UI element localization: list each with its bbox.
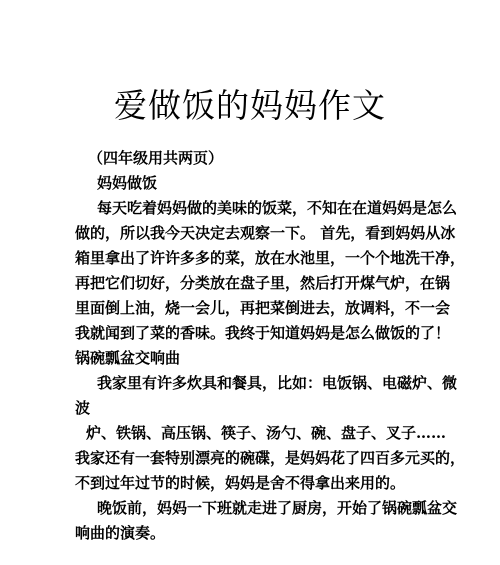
paragraph-line-13: 晚饭前，妈妈一下班就走进了厨房，开始了锅碗瓢盆交 xyxy=(97,499,458,517)
paragraph-line-6: 我就闻到了菜的香味。我终于知道妈妈是怎么做饭的了！ xyxy=(75,324,451,342)
document-title: 爱做饭的妈妈作文 xyxy=(114,86,386,125)
paragraph-line-5: 里面倒上油，烧一会儿，再把菜倒进去，放调料，不一会 xyxy=(75,299,451,317)
paragraph-line-12: 不到过年过节的时候，妈妈是舍不得拿出来用的。 xyxy=(75,474,406,492)
paragraph-line-3: 箱里拿出了许许多多的菜，放在水池里，一个个地洗干净， xyxy=(75,249,466,267)
paragraph-line-9: 波 xyxy=(75,399,91,417)
paragraph-line-10: 炉、铁锅、高压锅、筷子、汤勺、碗、盘子、叉子…… xyxy=(86,424,447,442)
paragraph-line-1: 每天吃着妈妈做的美味的饭菜，不知在在道妈妈是怎么 xyxy=(97,199,458,217)
section-heading: 锅碗瓢盆交响曲 xyxy=(75,349,181,367)
document-subtitle: （四年级用共两页） xyxy=(88,149,224,167)
paragraph-line-2: 做的，所以我今天决定去观察一下。 首先，看到妈妈从冰 xyxy=(75,224,456,242)
paragraph-line-8: 我家里有许多炊具和餐具，比如：电饭锅、电磁炉、微 xyxy=(97,374,458,392)
paragraph-line-14: 响曲的演奏。 xyxy=(75,524,166,542)
paragraph-line-4: 再把它们切好，分类放在盘子里，然后打开煤气炉，在锅 xyxy=(75,274,451,292)
paragraph-line-11: 我家还有一套特别漂亮的碗碟，是妈妈花了四百多元买的， xyxy=(75,449,466,467)
essay-title: 妈妈做饭 xyxy=(97,174,158,192)
